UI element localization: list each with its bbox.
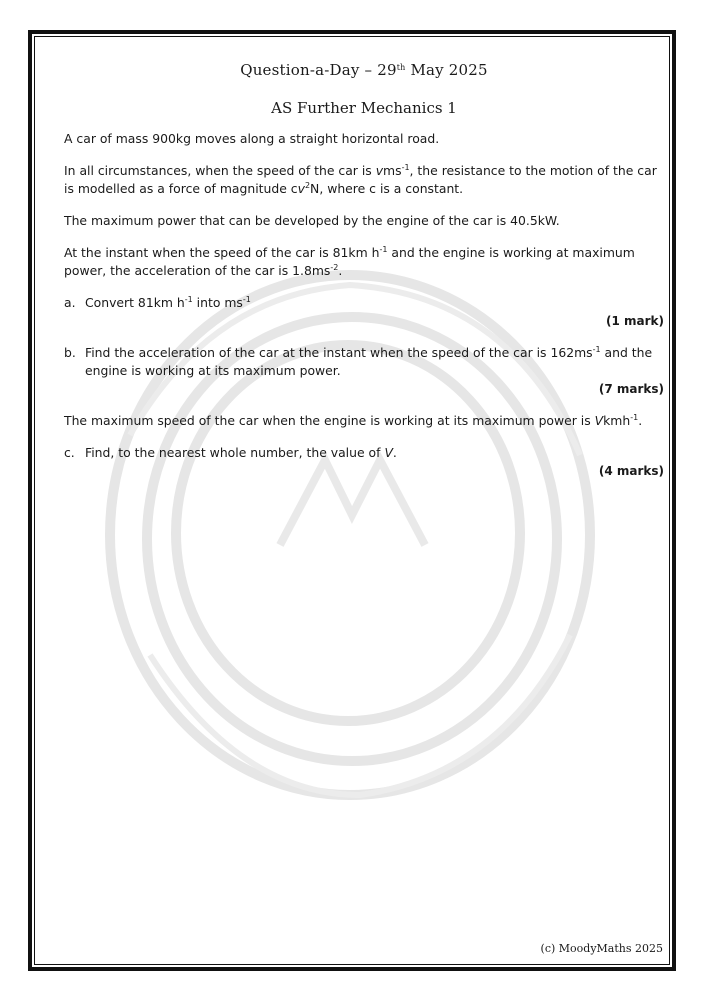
title-prefix: Question-a-Day – 29 <box>240 61 397 79</box>
question-c-letter: c. <box>64 445 75 460</box>
title-ordinal: th <box>396 63 406 72</box>
question-a-marks: (1 mark) <box>606 314 664 328</box>
question-a <box>64 294 664 312</box>
title-suffix: May 2025 <box>405 61 488 79</box>
question-b-marks: (7 marks) <box>598 382 664 396</box>
question-c-marks: (4 marks) <box>598 464 664 478</box>
worksheet-subtitle: AS Further Mechanics 1 <box>271 99 457 117</box>
question-c-text: Find, to the nearest whole number, the value of V. <box>85 445 397 460</box>
copyright-footer: (c) MoodyMaths 2025 <box>540 942 663 955</box>
intro-paragraph-2: In all circumstances, when the speed of the car is vms$^{-1}$, the resistance to the motion of the car is modelled as a force of magnitude $cv^2N$, where c is a constant. <box>64 163 657 196</box>
worksheet-title <box>64 58 664 82</box>
question-c <box>64 444 664 462</box>
question-b-text: Find the acceleration of the car at the instant when the speed of the car is $162ms^{-1}$ and the engine is working at its maximum power. <box>85 345 653 378</box>
question-mid-statement: The maximum speed of the car when the engine is working at its maximum power is Vkmh$^{-1}$. <box>64 413 643 428</box>
question-b <box>64 344 664 380</box>
intro-paragraph-4: At the instant when the speed of the car is 81km $h^{-1}$ and the engine is working at maximum power, the acceleration of the car is $1.8ms^{-2}$. <box>64 245 635 278</box>
question-b-letter: b. <box>64 345 76 360</box>
question-a-text: Convert 81km $h^{-1}$ into $ms^{-1}$ <box>85 295 251 310</box>
question-a-letter: a. <box>64 295 76 310</box>
intro-paragraph-3: The maximum power that can be developed by the engine of the car is 40.5kW. <box>64 213 560 228</box>
intro-paragraph-1: A car of mass 900kg moves along a straight horizontal road. <box>64 131 440 146</box>
